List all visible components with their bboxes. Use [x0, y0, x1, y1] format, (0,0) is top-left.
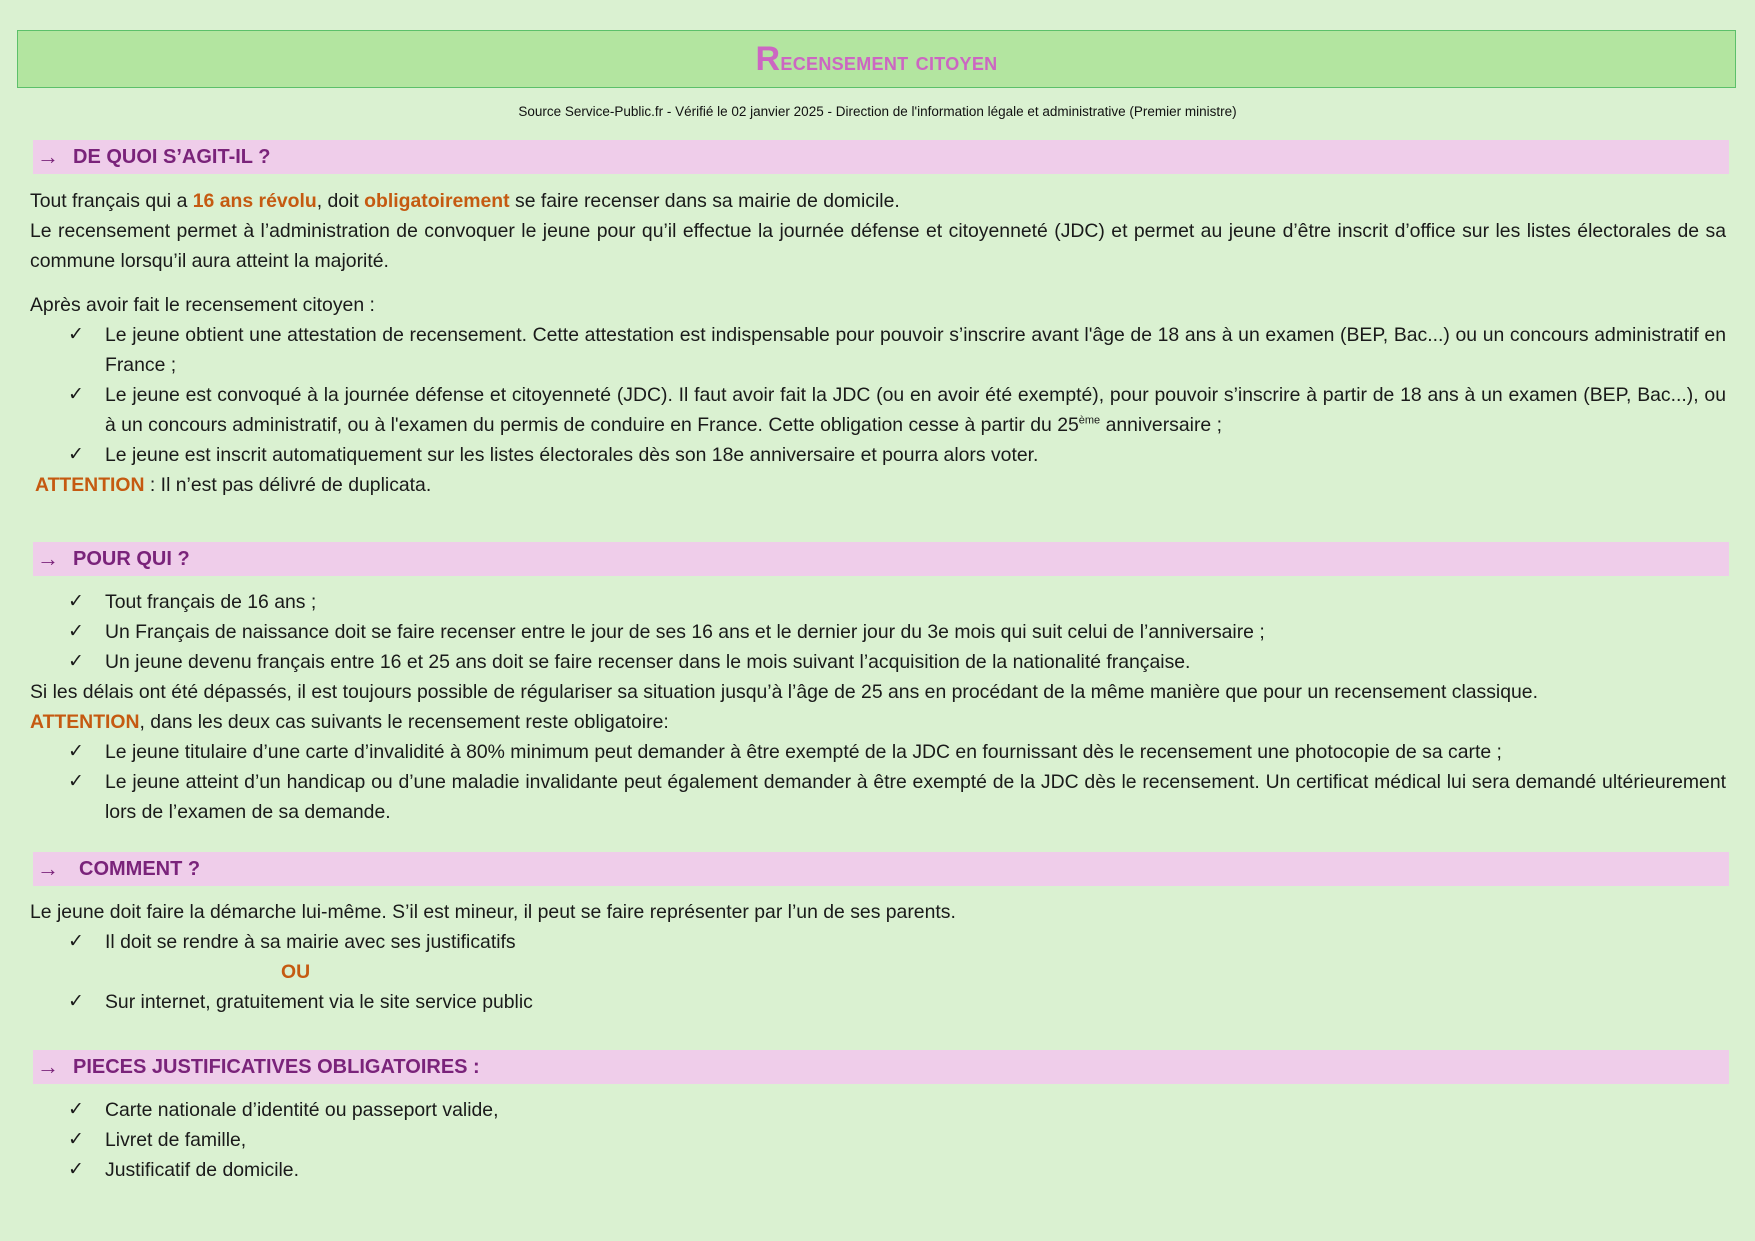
list-item-text: Le jeune titulaire d’une carte d’invalidité à 80% minimum peut demander à être exempté de la JDC en fournissant dès le recensement une photocopie de sa carte ;: [105, 741, 1502, 763]
section-body-documents: [30, 1095, 1726, 1185]
title-rest: ecensement citoyen: [780, 47, 998, 76]
section-heading-documents: [33, 1050, 1729, 1084]
superscript: ème: [1078, 414, 1101, 427]
paragraph: Le recensement permet à l’administration de convoquer le jeune pour qu’il effectue la journée défense et citoyenneté (JDC) et permet au jeune d’être inscrit d’office sur les listes électorales de sa commune lorsqu’il aura atteint la majorité.: [30, 220, 1726, 272]
attention-label: ATTENTION: [30, 711, 140, 733]
list-item: [30, 1095, 1726, 1125]
title-banner: [17, 30, 1736, 88]
list-item: [30, 320, 1726, 380]
attention-text: : Il n’est pas délivré de duplicata.: [144, 474, 432, 496]
check-icon: ✓: [68, 771, 84, 792]
list-item: [30, 1125, 1726, 1155]
text: se faire recenser dans sa mairie de domicile.: [509, 190, 900, 212]
list-item: [30, 987, 1726, 1017]
attention-text: , dans les deux cas suivants le recensement reste obligatoire:: [139, 711, 669, 733]
list-item-text: Le jeune atteint d’un handicap ou d’une maladie invalidante peut également demander à être exempté de la JDC dès le recensement. Un certificat médical lui sera demandé ultérieurement lors de l’examen de sa demande.: [105, 771, 1726, 823]
text: Tout français qui a: [30, 190, 193, 212]
section-heading-how: [33, 852, 1729, 886]
list-item-text: Le jeune est convoqué à la journée défense et citoyenneté (JDC). Il faut avoir fait la JDC (ou en avoir été exempté), pour pouvoir s’inscrire à partir de 18 ans à un examen (BEP, Bac...), ou à un concours administratif, ou à l'examen du permis de conduire en France. Cette obligation cesse à partir du 25: [105, 384, 1726, 436]
section-heading-who: [33, 542, 1729, 576]
check-list: [30, 927, 1726, 957]
list-item-text: anniversaire ;: [1100, 414, 1222, 436]
section-heading-label: PIECES JUSTIFICATIVES OBLIGATOIRES :: [73, 1055, 480, 1078]
list-item-text: Le jeune obtient une attestation de recensement. Cette attestation est indispensable pour pouvoir s’inscrire avant l'âge de 18 ans à un examen (BEP, Bac...) ou un concours administratif en France ;: [105, 324, 1726, 376]
list-item-text: Justificatif de domicile.: [105, 1159, 299, 1181]
section-heading-label: COMMENT ?: [79, 857, 201, 880]
list-item-text: Un Français de naissance doit se faire recenser entre le jour de ses 16 ans et le dernier jour du 3e mois qui suit celui de l’anniversaire ;: [105, 621, 1265, 643]
list-item: [30, 440, 1726, 470]
list-item-text: Sur internet, gratuitement via le site service public: [105, 991, 533, 1013]
arrow-icon: →: [37, 856, 59, 881]
check-icon: ✓: [68, 741, 84, 762]
arrow-icon: →: [37, 546, 59, 571]
paragraph: Après avoir fait le recensement citoyen :: [30, 294, 375, 316]
list-item-text: Il doit se rendre à sa mairie avec ses justificatifs: [105, 931, 516, 953]
list-item: [30, 767, 1726, 827]
list-item-text: Tout français de 16 ans ;: [105, 591, 317, 613]
check-icon: ✓: [68, 651, 84, 672]
arrow-icon: →: [37, 1054, 59, 1079]
list-item: [30, 647, 1726, 677]
attention-note: [30, 470, 1726, 500]
page-title: [756, 40, 998, 79]
list-item: [30, 737, 1726, 767]
check-icon: ✓: [68, 1099, 84, 1120]
highlight-obligation: obligatoirement: [364, 190, 510, 212]
check-icon: ✓: [68, 931, 84, 952]
check-icon: ✓: [68, 324, 84, 345]
list-item: [30, 617, 1726, 647]
section-body-what: [30, 186, 1726, 500]
title-initial: R: [755, 39, 781, 78]
list-item: [30, 380, 1726, 440]
check-list: [30, 587, 1726, 677]
check-icon: ✓: [68, 1129, 84, 1150]
check-list: [30, 737, 1726, 827]
paragraph: Si les délais ont été dépassés, il est toujours possible de régulariser sa situation jusqu’à l’âge de 25 ans en procédant de la même manière que pour un recensement classique.: [30, 681, 1538, 703]
intro-paragraph: [30, 186, 1726, 216]
check-icon: ✓: [68, 1159, 84, 1180]
section-heading-label: DE QUOI S’AGIT-IL ?: [73, 145, 271, 168]
list-item: [30, 587, 1726, 617]
source-note: Source Service-Public.fr - Vérifié le 02 janvier 2025 - Direction de l'information légale et administrative (Premier ministre): [518, 104, 1237, 119]
check-icon: ✓: [68, 384, 84, 405]
list-item: [30, 1155, 1726, 1185]
or-separator: OU: [281, 961, 311, 983]
text: , doit: [316, 190, 365, 212]
check-list: [30, 320, 1726, 470]
check-list: [30, 987, 1726, 1017]
section-heading-label: POUR QUI ?: [73, 547, 190, 570]
check-icon: ✓: [68, 991, 84, 1012]
section-heading-what: [33, 140, 1729, 174]
paragraph: Le jeune doit faire la démarche lui-même. S’il est mineur, il peut se faire représenter par l’un de ses parents.: [30, 901, 956, 923]
check-list: [30, 1095, 1726, 1185]
section-body-how: [30, 897, 1726, 1017]
list-item: [30, 927, 1726, 957]
list-item-text: Le jeune est inscrit automatiquement sur les listes électorales dès son 18e anniversaire et pourra alors voter.: [105, 444, 1039, 466]
list-item-text: Un jeune devenu français entre 16 et 25 ans doit se faire recenser dans le mois suivant l’acquisition de la nationalité française.: [105, 651, 1191, 673]
highlight-age: 16 ans révolu: [192, 190, 317, 212]
check-icon: ✓: [68, 621, 84, 642]
section-body-who: [30, 587, 1726, 827]
check-icon: ✓: [68, 444, 84, 465]
check-icon: ✓: [68, 591, 84, 612]
arrow-icon: →: [37, 144, 59, 169]
list-item-text: Carte nationale d’identité ou passeport valide,: [105, 1099, 499, 1121]
attention-note: [30, 707, 1726, 737]
attention-label: ATTENTION: [35, 474, 145, 496]
list-item-text: Livret de famille,: [105, 1129, 247, 1151]
